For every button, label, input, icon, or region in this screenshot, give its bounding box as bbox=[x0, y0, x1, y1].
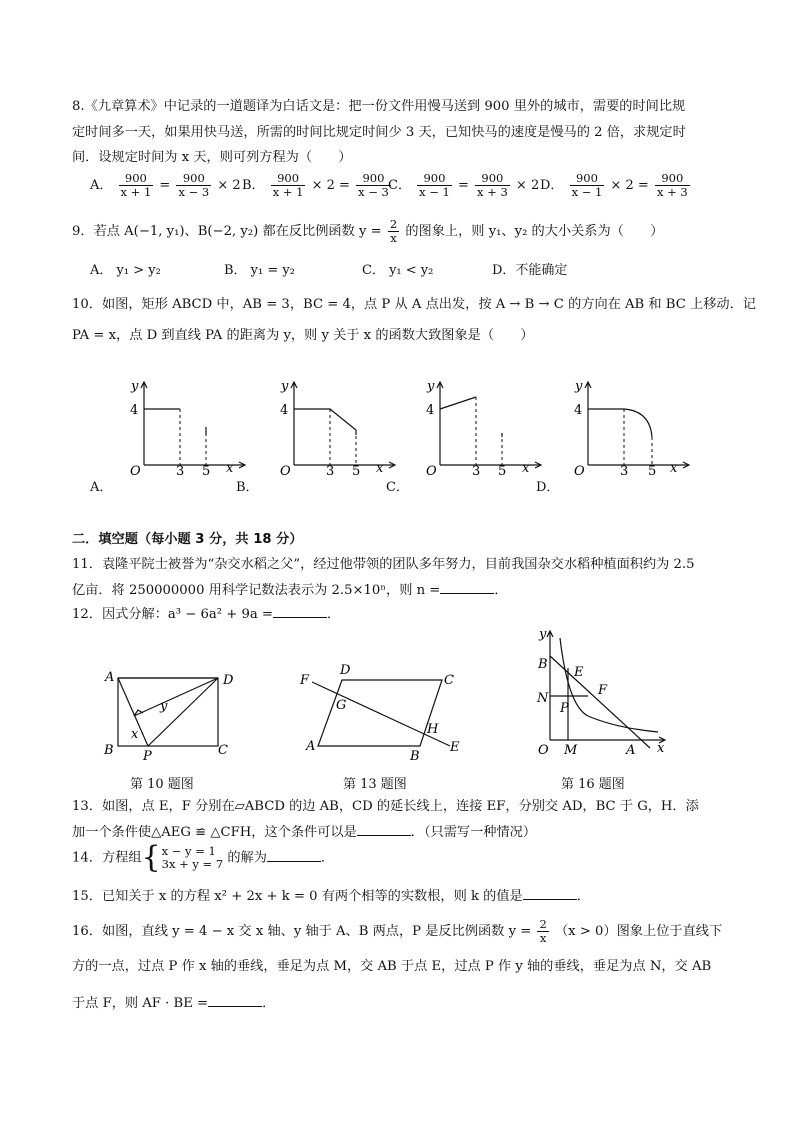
svg-text:4: 4 bbox=[280, 403, 289, 418]
q8-option-d[interactable]: D． $\frac{900}{x - 1}$ × 2 = $\frac{900}{x + 3}$ bbox=[540, 171, 688, 199]
q10-option-b[interactable]: B． bbox=[236, 480, 259, 495]
q8-line1: 8.《九章算术》中记录的一道题译为白话文是：把一份文件用慢马送到 900 里外的城市，需要的时间比规 bbox=[72, 99, 686, 114]
svg-text:x: x bbox=[376, 461, 384, 475]
q11-line2: 亿亩．将 250000000 用科学记数法表示为 2.5×10ⁿ，则 n = ． bbox=[72, 583, 508, 598]
svg-text:A: A bbox=[626, 743, 636, 758]
svg-text:3: 3 bbox=[472, 464, 481, 475]
svg-text:B: B bbox=[538, 657, 548, 672]
svg-text:P: P bbox=[143, 749, 152, 760]
q14-answer-blank[interactable] bbox=[267, 849, 321, 862]
figure-13-caption: 第 13 题图 bbox=[343, 777, 407, 792]
q10-graph-c bbox=[400, 375, 550, 475]
q10-option-c[interactable]: C． bbox=[386, 480, 409, 495]
figure-16 bbox=[526, 628, 676, 760]
svg-text:E: E bbox=[450, 740, 460, 755]
q10-option-d[interactable]: D． bbox=[536, 480, 560, 495]
svg-text:x: x bbox=[131, 727, 139, 742]
svg-text:O: O bbox=[280, 464, 291, 475]
svg-text:x: x bbox=[670, 461, 678, 475]
svg-text:x: x bbox=[657, 741, 665, 756]
svg-text:5: 5 bbox=[498, 464, 507, 475]
q15-answer-blank[interactable] bbox=[523, 887, 577, 900]
svg-text:3: 3 bbox=[176, 464, 185, 475]
svg-text:F: F bbox=[300, 673, 310, 688]
figure-10 bbox=[98, 664, 238, 760]
svg-text:B: B bbox=[410, 749, 420, 760]
q14-line: 14．方程组{ x − y = 1 3x + y = 7 的解为 ． bbox=[72, 840, 335, 875]
svg-text:x: x bbox=[226, 461, 234, 475]
svg-text:B: B bbox=[104, 743, 114, 758]
svg-text:A: A bbox=[105, 670, 115, 685]
svg-text:F: F bbox=[598, 683, 608, 698]
figure-10-caption: 第 10 题图 bbox=[130, 777, 194, 792]
svg-text:y: y bbox=[281, 379, 289, 394]
q12-line: 12．因式分解：a³ − 6a² + 9a = ． bbox=[72, 607, 341, 622]
svg-text:y: y bbox=[131, 379, 139, 394]
svg-text:C: C bbox=[218, 743, 228, 758]
svg-text:O: O bbox=[130, 464, 141, 475]
q10-graph-b bbox=[254, 375, 404, 475]
q10-option-a[interactable]: A． bbox=[90, 480, 113, 495]
svg-text:N: N bbox=[537, 691, 549, 706]
q16-line3: 于点 F，则 AF · BE = ． bbox=[72, 996, 276, 1011]
q10-graph-d bbox=[548, 375, 698, 475]
q9-stem: 9．若点 A(−1, y₁)、B(−2, y₂) 都在反比例函数 y = $\frac{2}{x}$ 的图象上，则 y₁、y₂ 的大小关系为（ ） bbox=[72, 217, 664, 245]
figure-13 bbox=[296, 664, 466, 760]
svg-text:4: 4 bbox=[130, 403, 139, 418]
q11-answer-blank[interactable] bbox=[440, 581, 494, 594]
svg-text:O: O bbox=[426, 464, 437, 475]
q16-answer-blank[interactable] bbox=[208, 994, 262, 1007]
svg-text:O: O bbox=[574, 464, 585, 475]
svg-text:y: y bbox=[575, 379, 583, 394]
svg-text:C: C bbox=[444, 673, 454, 688]
q10-graph-a bbox=[104, 375, 254, 475]
svg-text:x: x bbox=[522, 461, 530, 475]
figure-16-caption: 第 16 题图 bbox=[561, 777, 625, 792]
svg-text:y: y bbox=[427, 379, 435, 394]
q8-option-b[interactable]: B． $\frac{900}{x + 1}$ × 2 = $\frac{900}{x - 3}$ bbox=[242, 171, 389, 199]
svg-text:4: 4 bbox=[574, 403, 583, 418]
svg-text:E: E bbox=[574, 665, 584, 680]
q10-line2: PA = x，点 D 到直线 PA 的距离为 y，则 y 关于 x 的函数大致图象是（ ） bbox=[72, 328, 534, 343]
q8-line2: 定时间多一天，如果用快马送，所需的时间比规定时间少 3 天，已知快马的速度是慢马的 2 倍，求规定时 bbox=[72, 125, 686, 140]
q9-option-b[interactable]: B． y₁ = y₂ bbox=[224, 263, 295, 278]
svg-text:D: D bbox=[223, 673, 234, 688]
q9-option-c[interactable]: C． y₁ < y₂ bbox=[362, 263, 434, 278]
svg-text:A: A bbox=[306, 739, 316, 754]
option-label: A． bbox=[90, 178, 113, 193]
svg-text:5: 5 bbox=[352, 464, 361, 475]
svg-text:D: D bbox=[340, 664, 351, 678]
svg-text:G: G bbox=[336, 698, 347, 713]
q8-option-a[interactable]: A． $\frac{900}{x + 1}$ = $\frac{900}{x - 3}$ × 2 bbox=[90, 171, 241, 199]
svg-text:O: O bbox=[538, 743, 549, 758]
section-title: 二．填空题（每小题 3 分，共 18 分） bbox=[72, 532, 303, 547]
q13-answer-blank[interactable] bbox=[357, 823, 411, 836]
svg-text:H: H bbox=[427, 722, 439, 737]
svg-text:3: 3 bbox=[620, 464, 629, 475]
q8-line3: 间．设规定时间为 x 天，则可列方程为（ ） bbox=[72, 150, 352, 165]
q12-answer-blank[interactable] bbox=[273, 605, 327, 618]
q15-line: 15．已知关于 x 的方程 x² + 2x + k = 0 有两个相等的实数根，则 k 的值是 ． bbox=[72, 889, 590, 904]
svg-text:5: 5 bbox=[202, 464, 211, 475]
svg-text:M: M bbox=[564, 743, 578, 758]
q11-line1: 11．袁隆平院士被誉为“杂交水稻之父”，经过他带领的团队多年努力，目前我国杂交水稻种植面积约为 2.5 bbox=[72, 557, 695, 572]
q13-line2: 加一个条件使△AEG ≌ △CFH，这个条件可以是 ．（只需写一种情况） bbox=[72, 825, 537, 840]
q10-line1: 10．如图，矩形 ABCD 中，AB = 3，BC = 4，点 P 从 A 点出发，按 A → B → C 的方向在 AB 和 BC 上移动．记 bbox=[72, 297, 756, 312]
svg-text:y: y bbox=[160, 699, 168, 714]
q16-line2: 方的一点，过点 P 作 x 轴的垂线，垂足为点 M，交 AB 于点 E，过点 P 作 y 轴的垂线，垂足为点 N，交 AB bbox=[72, 959, 712, 974]
svg-text:y: y bbox=[539, 628, 547, 642]
q16-line1: 16．如图，直线 y = 4 − x 交 x 轴、y 轴于 A、B 两点，P 是反比例函数 y = $\frac{2}{x}$ （x > 0）图象上位于直线下 bbox=[72, 917, 723, 945]
q8-option-c[interactable]: C． $\frac{900}{x - 1}$ = $\frac{900}{x + 3}$ × 2 bbox=[388, 171, 540, 199]
q9-option-a[interactable]: A． y₁ > y₂ bbox=[90, 263, 161, 278]
svg-text:3: 3 bbox=[326, 464, 335, 475]
q9-option-d[interactable]: D．不能确定 bbox=[492, 263, 568, 278]
svg-text:4: 4 bbox=[426, 403, 435, 418]
q13-line1: 13．如图，点 E，F 分别在▱ABCD 的边 AB，CD 的延长线上，连接 EF，分别交 AD，BC 于 G，H．添 bbox=[72, 799, 699, 814]
svg-text:5: 5 bbox=[648, 464, 657, 475]
svg-text:P: P bbox=[560, 701, 569, 716]
